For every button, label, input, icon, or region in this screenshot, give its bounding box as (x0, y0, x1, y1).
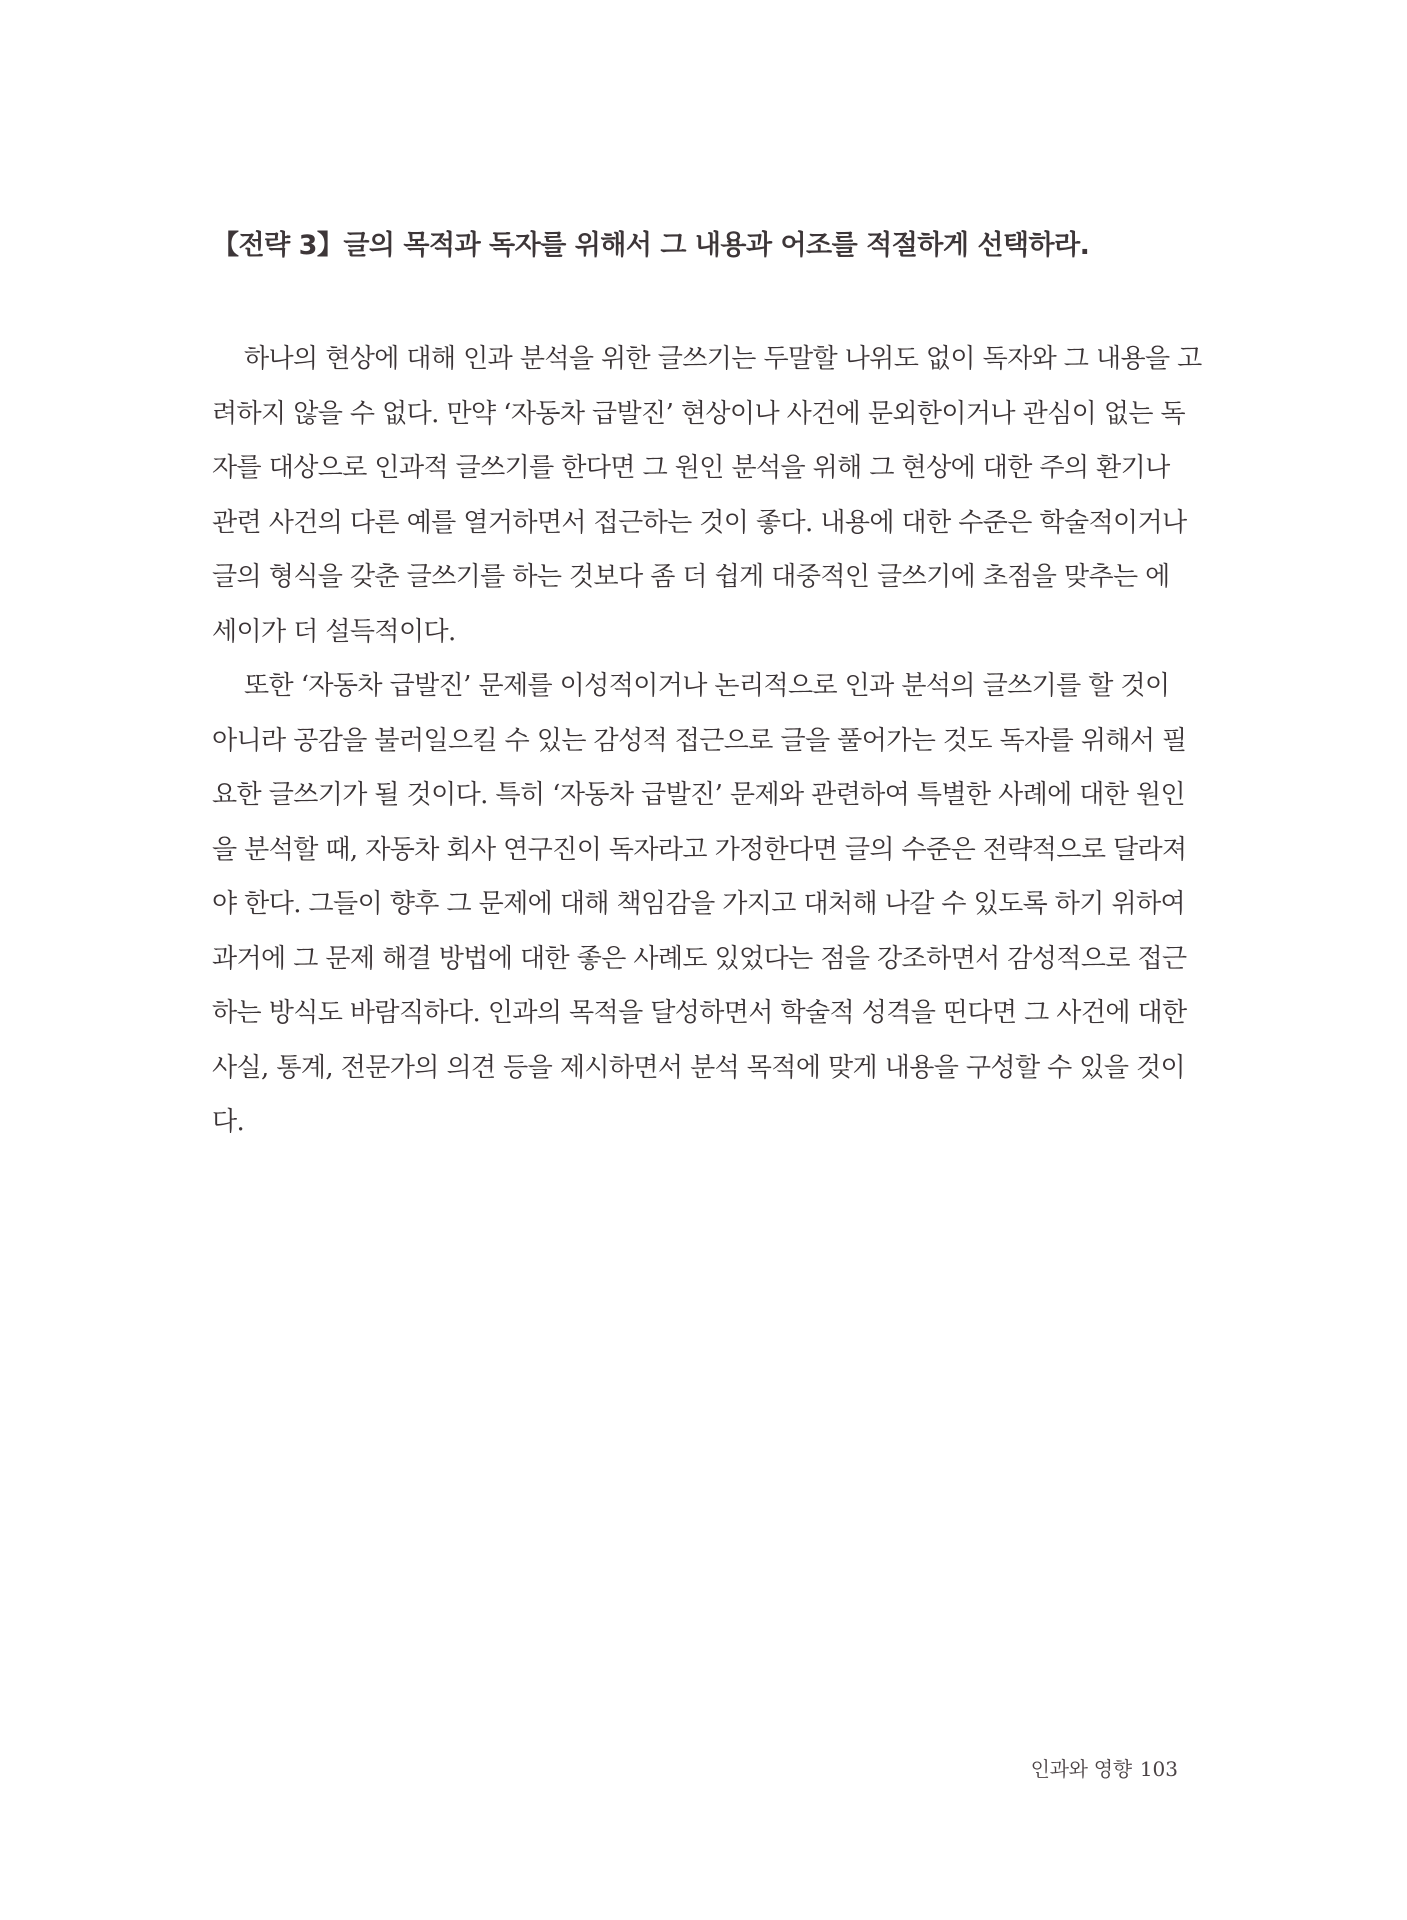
paragraph-line: 하나의 현상에 대해 인과 분석을 위한 글쓰기는 두말할 나위도 없이 독자와 그 내용을 고 (244, 344, 1202, 374)
paragraph-line: 다. (212, 1107, 245, 1137)
paragraph-line: 사실, 통계, 전문가의 의견 등을 제시하면서 분석 목적에 맞게 내용을 구성할 수 있을 것이 (212, 1052, 1186, 1083)
footer-title: 인과와 영향 (1030, 1757, 1132, 1781)
paragraph-line: 글의 형식을 갖춘 글쓰기를 하는 것보다 좀 더 쉽게 대중적인 글쓰기에 초점을 맞추는 에 (212, 562, 1170, 592)
strategy-heading: 【전략 3】글의 목적과 독자를 위해서 그 내용과 어조를 적절하게 선택하라. (212, 230, 1090, 261)
paragraph-line: 아니라 공감을 불러일으킬 수 있는 감성적 접근으로 글을 풀어가는 것도 독자를 위해서 필 (212, 725, 1187, 756)
paragraph-line: 야 한다. 그들이 향후 그 문제에 대해 책임감을 가지고 대처해 나갈 수 있도록 하기 위하여 (212, 889, 1186, 919)
paragraph-line: 하는 방식도 바람직하다. 인과의 목적을 달성하면서 학술적 성격을 띤다면 그 사건에 대한 (212, 998, 1187, 1028)
paragraph-line: 세이가 더 설득적이다. (212, 616, 456, 647)
page-number: 103 (1139, 1757, 1178, 1781)
paragraph-line: 또한 ‘자동차 급발진’ 문제를 이성적이거나 논리적으로 인과 분석의 글쓰기를 할 것이 (244, 671, 1170, 701)
paragraph-2 (212, 659, 1187, 1150)
paragraph-line: 요한 글쓰기가 될 것이다. 특히 ‘자동차 급발진’ 문제와 관련하여 특별한 사례에 대한 원인 (212, 780, 1186, 810)
paragraph-1 (212, 332, 1202, 659)
paragraph-line: 려하지 않을 수 없다. 만약 ‘자동차 급발진’ 현상이나 사건에 문외한이거나 관심이 없는 독 (212, 398, 1186, 429)
paragraph-line: 과거에 그 문제 해결 방법에 대한 좋은 사례도 있었다는 점을 강조하면서 감성적으로 접근 (212, 943, 1187, 974)
paragraph-line: 관련 사건의 다른 예를 열거하면서 접근하는 것이 좋다. 내용에 대한 수준은 학술적이거나 (212, 507, 1187, 538)
body-text (212, 332, 1202, 1150)
running-footer (1031, 1755, 1178, 1784)
paragraph-line: 을 분석할 때, 자동차 회사 연구진이 독자라고 가정한다면 글의 수준은 전략적으로 달라져 (212, 834, 1187, 865)
paragraph-line: 자를 대상으로 인과적 글쓰기를 한다면 그 원인 분석을 위해 그 현상에 대한 주의 환기나 (212, 453, 1170, 483)
